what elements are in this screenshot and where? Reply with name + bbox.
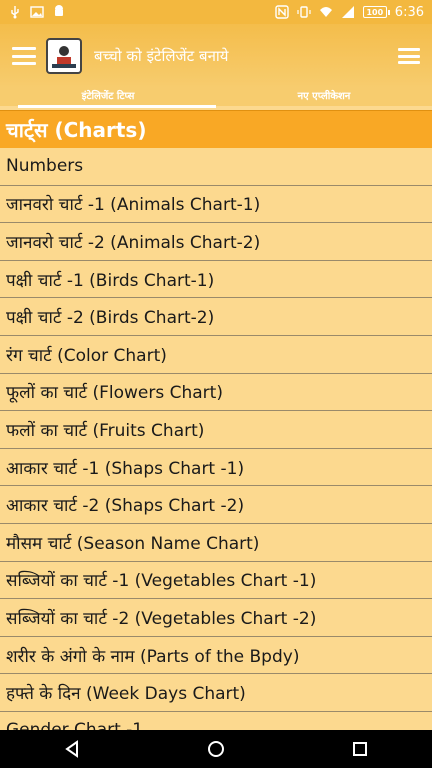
- hamburger-menu-button[interactable]: [12, 47, 36, 65]
- status-time: 6:36: [394, 4, 424, 20]
- home-button[interactable]: [201, 734, 231, 764]
- vibrate-icon: [297, 5, 311, 19]
- list-item[interactable]: पक्षी चार्ट -2 (Birds Chart-2): [0, 298, 432, 336]
- tab-bar: [0, 88, 432, 106]
- image-icon: [30, 5, 44, 19]
- list-item[interactable]: शरीर के अंगो के नाम (Parts of the Bpdy): [0, 637, 432, 675]
- status-right: [275, 5, 424, 20]
- menu-button[interactable]: [398, 48, 420, 64]
- list-item[interactable]: जानवरो चार्ट -1 (Animals Chart-1): [0, 186, 432, 224]
- app-bar: [0, 24, 432, 88]
- status-bar: [0, 0, 432, 24]
- list-item[interactable]: आकार चार्ट -1 (Shaps Chart -1): [0, 449, 432, 487]
- app-logo: [46, 38, 82, 74]
- recents-icon: [352, 741, 368, 757]
- tab-intelligent-tips[interactable]: इंटेलिजेंट टिप्स: [0, 88, 216, 106]
- list-item[interactable]: पक्षी चार्ट -1 (Birds Chart-1): [0, 261, 432, 299]
- app-title: बच्चो को इंटेलिजेंट बनाये: [94, 47, 229, 65]
- list-item[interactable]: सब्जियों का चार्ट -1 (Vegetables Chart -1): [0, 562, 432, 600]
- signal-icon: [341, 5, 355, 19]
- list-item[interactable]: फूलों का चार्ट (Flowers Chart): [0, 374, 432, 412]
- wifi-icon: [319, 5, 333, 19]
- recents-button[interactable]: [345, 734, 375, 764]
- usb-icon: [8, 5, 22, 19]
- logo-icon: [50, 42, 78, 70]
- tab-new-applications[interactable]: नए एप्लीकेशन: [297, 91, 351, 102]
- list-item[interactable]: रंग चार्ट (Color Chart): [0, 336, 432, 374]
- back-button[interactable]: [57, 734, 87, 764]
- list-item[interactable]: आकार चार्ट -2 (Shaps Chart -2): [0, 486, 432, 524]
- navigation-bar: [0, 730, 432, 768]
- android-icon: [52, 5, 66, 19]
- chart-list: [0, 110, 432, 730]
- nfc-icon: [275, 5, 289, 19]
- status-left: [8, 5, 66, 19]
- list-item[interactable]: Numbers: [0, 148, 432, 186]
- list-item[interactable]: मौसम चार्ट (Season Name Chart): [0, 524, 432, 562]
- list-item[interactable]: हफ्ते के दिन (Week Days Chart): [0, 674, 432, 712]
- list-item[interactable]: फलों का चार्ट (Fruits Chart): [0, 411, 432, 449]
- back-icon: [63, 740, 81, 758]
- list-item[interactable]: सब्जियों का चार्ट -2 (Vegetables Chart -2): [0, 599, 432, 637]
- battery-icon: 100: [363, 6, 387, 18]
- list-header: चार्ट्स (Charts): [0, 110, 432, 148]
- home-icon: [207, 740, 225, 758]
- list-item[interactable]: जानवरो चार्ट -2 (Animals Chart-2): [0, 223, 432, 261]
